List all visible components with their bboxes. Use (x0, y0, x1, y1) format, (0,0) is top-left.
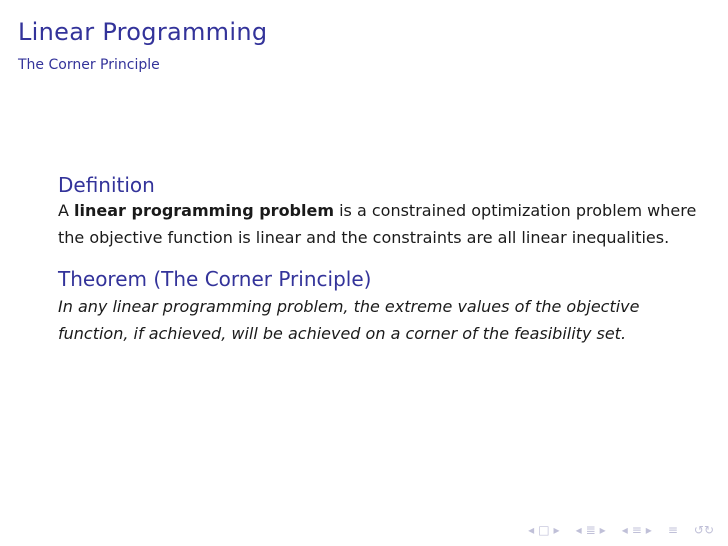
section-icon[interactable]: ≡ (631, 523, 642, 537)
theorem-block (58, 265, 698, 347)
prev-frame-icon[interactable]: ◂ (528, 523, 535, 537)
theorem-title: Theorem (The Corner Principle) (58, 267, 372, 291)
navigation-bar (526, 523, 716, 537)
definition-block (58, 172, 698, 251)
subsection-icon[interactable]: ≣ (585, 523, 596, 537)
definition-term: linear programming problem (74, 201, 335, 220)
search-icon[interactable]: ↺↻ (693, 523, 714, 537)
next-frame-icon[interactable]: ▸ (553, 523, 560, 537)
definition-lead: A (58, 201, 75, 220)
prev-section-icon[interactable]: ◂ (621, 523, 628, 537)
theorem-text: In any linear programming problem, the extreme values of the objective function, if achieved, will be achieved on a corner of the feasibility set. (58, 297, 640, 343)
frame-icon[interactable]: □ (538, 523, 550, 537)
definition-rest: is a constrained optimization problem where the objective function is linear and the constraints are all linear inequalities. (58, 201, 697, 247)
definition-text (58, 198, 698, 251)
next-section-icon[interactable]: ▸ (645, 523, 652, 537)
definition-title: Definition (58, 173, 155, 197)
slide-title: Linear Programming (18, 18, 268, 46)
prev-subsection-icon[interactable]: ◂ (575, 523, 582, 537)
document-icon[interactable]: ≡ (667, 523, 678, 537)
next-subsection-icon[interactable]: ▸ (599, 523, 606, 537)
slide-body (58, 172, 698, 347)
slide-subtitle: The Corner Principle (18, 57, 160, 73)
frame-header (18, 16, 267, 75)
